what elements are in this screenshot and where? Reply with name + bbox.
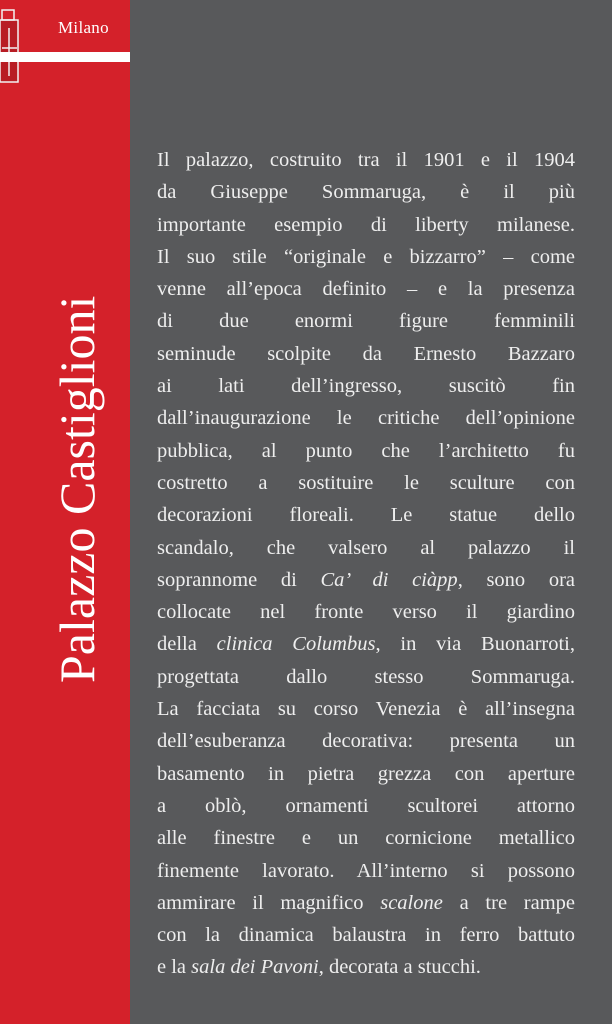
text-line <box>157 790 575 822</box>
text-line <box>157 661 575 693</box>
text-line <box>157 887 575 919</box>
text-fragment: ammirare il magnifico <box>157 891 381 914</box>
text-fragment: , sono ora <box>457 568 575 591</box>
text-fragment: importante esempio di liberty milanese. <box>157 213 575 236</box>
italic-term: clinica Columbus <box>216 633 376 656</box>
italic-term: scalone <box>380 891 443 914</box>
text-fragment: ai lati dell’ingresso, suscitò fin <box>157 375 575 398</box>
text-fragment: a oblò, ornamenti scultorei attorno <box>157 794 575 817</box>
text-fragment: da Giuseppe Sommaruga, è il più <box>157 181 575 204</box>
text-line <box>157 338 575 370</box>
italic-term: sala dei Pavoni <box>191 956 319 979</box>
text-line <box>157 402 575 434</box>
text-fragment: basamento in pietra grezza con aperture <box>157 762 575 785</box>
city-label: Milano <box>58 18 109 37</box>
text-line <box>157 693 575 725</box>
body-paragraph <box>157 144 575 984</box>
text-fragment: La facciata su corso Venezia è all’insegna <box>157 698 575 721</box>
vertical-title: Palazzo Castiglioni <box>49 295 105 683</box>
text-fragment: pubblica, al punto che l’architetto fu <box>157 439 575 462</box>
text-line <box>157 467 575 499</box>
text-line <box>157 758 575 790</box>
city-band <box>0 0 130 50</box>
text-fragment: collocate nel fronte verso il giardino <box>157 601 575 624</box>
text-line <box>157 241 575 273</box>
text-fragment: venne all’epoca definito – e la presenza <box>157 278 575 301</box>
text-line <box>157 628 575 660</box>
text-fragment: , decorata a stucchi. <box>318 956 481 979</box>
text-fragment: scandalo, che valsero al palazzo il <box>157 536 575 559</box>
text-fragment: di due enormi figure femminili <box>157 310 575 333</box>
white-divider-bar <box>0 52 130 62</box>
text-line <box>157 725 575 757</box>
text-line <box>157 370 575 402</box>
text-fragment: alle finestre e un cornicione metallico <box>157 827 575 850</box>
text-line <box>157 209 575 241</box>
text-fragment: Il suo stile “originale e bizzarro” – come <box>157 245 575 268</box>
text-line <box>157 176 575 208</box>
text-fragment: finemente lavorato. All’interno si possono <box>157 859 575 882</box>
text-fragment: progettata dallo stesso Sommaruga. <box>157 665 575 688</box>
text-fragment: con la dinamica balaustra in ferro battuto <box>157 924 575 947</box>
text-fragment: dall’inaugurazione le critiche dell’opinione <box>157 407 575 430</box>
text-fragment: Il palazzo, costruito tra il 1901 e il 1904 <box>157 149 575 171</box>
red-sidebar <box>0 0 130 1024</box>
text-fragment: soprannome di <box>157 568 321 591</box>
text-fragment: a tre rampe <box>442 891 575 914</box>
text-fragment: dell’esuberanza decorativa: presenta un <box>157 730 575 753</box>
text-line <box>157 435 575 467</box>
text-line <box>157 499 575 531</box>
text-line <box>157 144 575 176</box>
text-line <box>157 305 575 337</box>
text-line <box>157 919 575 951</box>
text-fragment: , in via Buonarroti, <box>375 633 576 656</box>
text-line <box>157 532 575 564</box>
text-line <box>157 951 575 983</box>
text-line <box>157 822 575 854</box>
text-fragment: della <box>157 633 217 656</box>
text-fragment: e la <box>157 956 192 979</box>
text-line <box>157 564 575 596</box>
text-line <box>157 855 575 887</box>
text-line <box>157 273 575 305</box>
text-fragment: seminude scolpite da Ernesto Bazzaro <box>157 342 575 365</box>
text-line <box>157 596 575 628</box>
text-fragment: decorazioni floreali. Le statue dello <box>157 504 575 527</box>
text-fragment: costretto a sostituire le sculture con <box>157 471 575 494</box>
italic-term: Ca’ di ciàpp <box>320 568 458 591</box>
